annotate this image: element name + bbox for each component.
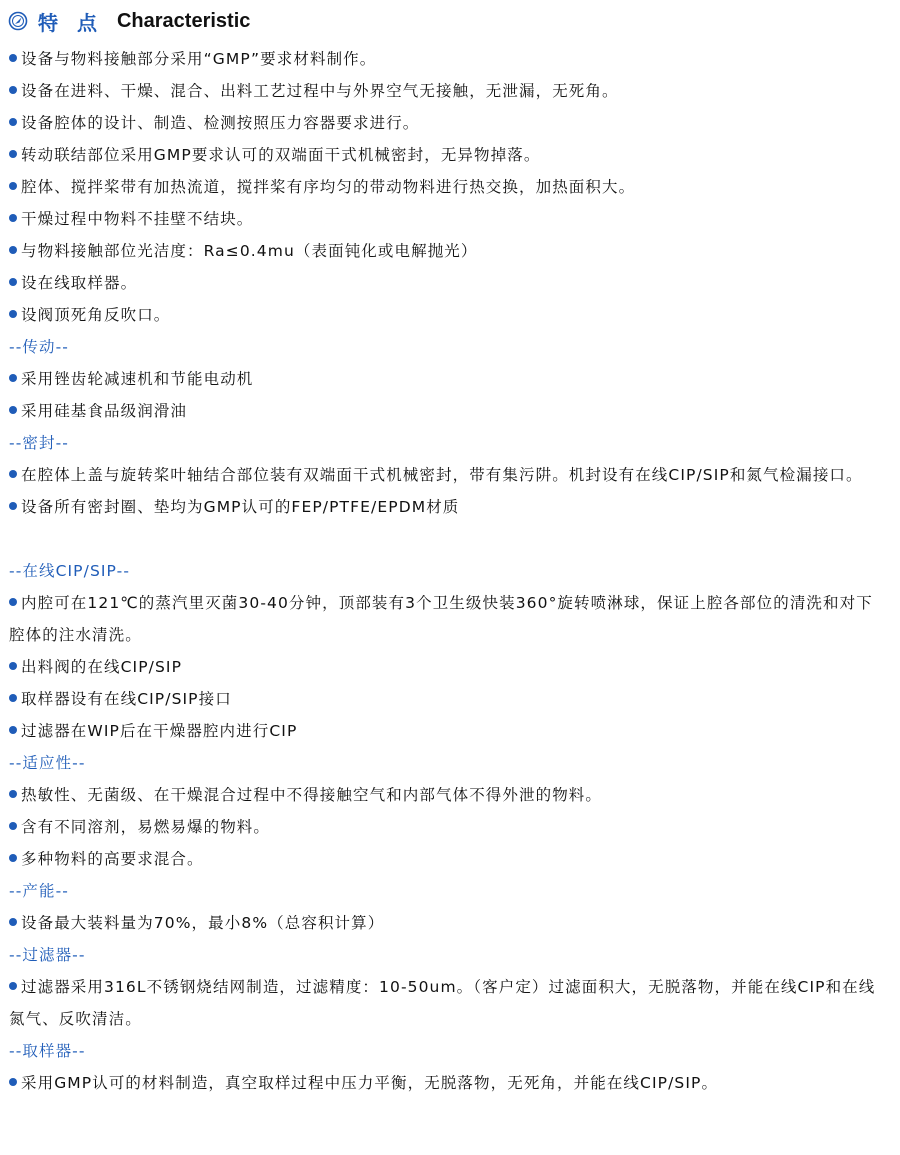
bullet-icon [9, 182, 17, 190]
section-heading-sampler: --取样器-- [9, 1042, 86, 1060]
bullet-icon [9, 470, 17, 478]
list-item: 热敏性、无菌级、在干燥混合过程中不得接触空气和内部气体不得外泄的物料。 [9, 779, 889, 811]
feature-item: 干燥过程中物料不挂壁不结块。 [9, 203, 889, 235]
list-item: 过滤器采用316L不锈钢烧结网制造，过滤精度：10-50um。（客户定）过滤面积大，无脱落物，并能在线CIP和在线氮气、反吹清洁。 [9, 978, 876, 1028]
list-item: 取样器设有在线CIP/SIP接口 [9, 683, 889, 715]
bullet-icon [9, 150, 17, 158]
bullet-icon [9, 598, 17, 606]
list-item: 在腔体上盖与旋转桨叶轴结合部位装有双端面干式机械密封，带有集污阱。机封设有在线CIP/SIP和氮气检漏接口。 [9, 459, 889, 491]
bullet-icon [9, 214, 17, 222]
section-header [8, 6, 250, 36]
list-item: 设备所有密封圈、垫均为GMP认可的FEP/PTFE/EPDM材质 [9, 491, 889, 523]
feature-item: 设备与物料接触部分采用“GMP”要求材料制作。 [9, 43, 889, 75]
compass-icon [8, 11, 28, 31]
bullet-icon [9, 790, 17, 798]
section-heading-capacity: --产能-- [9, 882, 69, 900]
header-title-english: Characteristic [116, 9, 251, 32]
list-item: 含有不同溶剂，易燃易爆的物料。 [9, 811, 889, 843]
section-heading-sealing: --密封-- [9, 434, 69, 452]
blank-line [9, 523, 889, 555]
bullet-icon [9, 86, 17, 94]
bullet-icon [9, 278, 17, 286]
list-item: 过滤器在WIP后在干燥器腔内进行CIP [9, 715, 889, 747]
list-item: 采用锉齿轮减速机和节能电动机 [9, 363, 889, 395]
feature-item: 设备在进料、干燥、混合、出料工艺过程中与外界空气无接触，无泄漏，无死角。 [9, 75, 889, 107]
bullet-icon [9, 662, 17, 670]
feature-content [9, 43, 889, 1099]
bullet-icon [9, 726, 17, 734]
feature-item: 转动联结部位采用GMP要求认可的双端面干式机械密封，无异物掉落。 [9, 139, 889, 171]
feature-item: 设备腔体的设计、制造、检测按照压力容器要求进行。 [9, 107, 889, 139]
feature-item: 腔体、搅拌桨带有加热流道，搅拌桨有序均匀的带动物料进行热交换，加热面积大。 [9, 171, 889, 203]
bullet-icon [9, 918, 17, 926]
bullet-icon [9, 822, 17, 830]
section-heading-filter: --过滤器-- [9, 946, 86, 964]
section-heading-transmission: --传动-- [9, 338, 69, 356]
list-item: 采用硅基食品级润滑油 [9, 395, 889, 427]
list-item: 内腔可在121℃的蒸汽里灭菌30-40分钟，顶部装有3个卫生级快装360°旋转喷淋球，保证上腔各部位的清洗和对下腔体的注水清洗。 [9, 594, 873, 644]
bullet-icon [9, 246, 17, 254]
bullet-icon [9, 854, 17, 862]
feature-item: 与物料接触部位光洁度：Ra≤0.4mu（表面钝化或电解抛光） [9, 235, 889, 267]
bullet-icon [9, 502, 17, 510]
list-item: 设备最大装料量为70%，最小8%（总容积计算） [9, 907, 889, 939]
list-item: 出料阀的在线CIP/SIP [9, 651, 889, 683]
bullet-icon [9, 694, 17, 702]
bullet-icon [9, 374, 17, 382]
list-item: 采用GMP认可的材料制造，真空取样过程中压力平衡，无脱落物，无死角，并能在线CIP/SIP。 [9, 1067, 889, 1099]
bullet-icon [9, 406, 17, 414]
bullet-icon [9, 1078, 17, 1086]
bullet-icon [9, 310, 17, 318]
header-title-chinese: 特 点 [38, 10, 103, 35]
bullet-icon [9, 54, 17, 62]
section-heading-applicability: --适应性-- [9, 754, 86, 772]
bullet-icon [9, 982, 17, 990]
list-item: 多种物料的高要求混合。 [9, 843, 889, 875]
bullet-icon [9, 118, 17, 126]
feature-item: 设阀顶死角反吹口。 [9, 299, 889, 331]
feature-item: 设在线取样器。 [9, 267, 889, 299]
section-heading-cip-sip: --在线CIP/SIP-- [9, 562, 131, 580]
